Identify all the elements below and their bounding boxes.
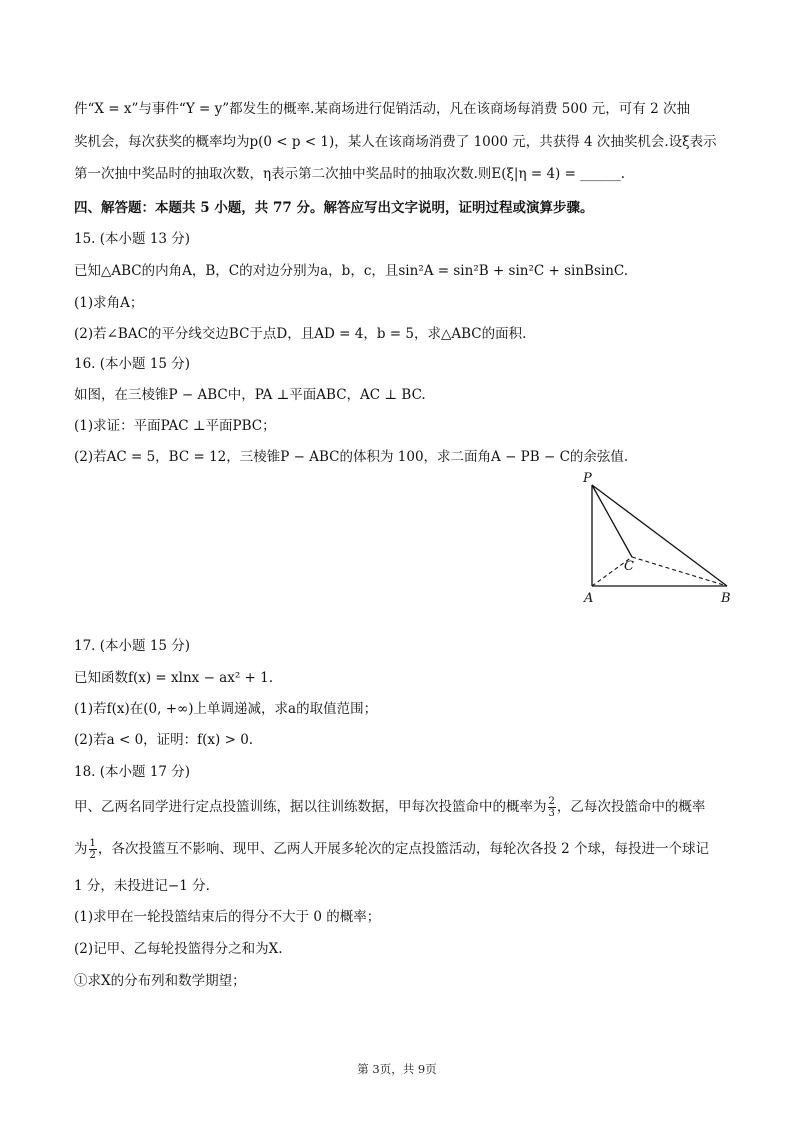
- question-17-part-2: (2)若a < 0，证明：f(x) > 0.: [74, 732, 254, 748]
- question-18-part-2-sub-1: ①求X的分布列和数学期望；: [74, 973, 246, 989]
- tetrahedron-figure: [575, 468, 745, 608]
- question-header-16: 16. (本小题 15 分): [74, 356, 191, 372]
- text-line: 奖机会，每次获奖的概率均为p(0 < p < 1)，某人在该商场消费了 1000 元，共获得 4 次抽奖机会.设ξ表示: [74, 134, 717, 150]
- vertex-label-b: B: [721, 591, 731, 606]
- question-header-17: 17. (本小题 15 分): [74, 638, 191, 654]
- question-18-stem-line-2: [74, 838, 709, 861]
- fraction-one-half: [89, 838, 97, 861]
- text-segment: 为: [74, 841, 88, 857]
- question-17-part-1: (1)若f(x)在(0, +∞)上单调递减，求a的取值范围；: [74, 701, 378, 717]
- fraction-numerator: 2: [548, 796, 555, 807]
- question-16-part-1: (1)求证：平面PAC ⊥平面PBC；: [74, 418, 276, 434]
- text-segment: 甲、乙两名同学进行定点投篮训练，据以往训练数据，甲每次投篮命中的概率为: [74, 799, 547, 815]
- text-segment: ，乙每次投篮命中的概率: [556, 799, 706, 815]
- section-heading: 四、解答题：本题共 5 小题，共 77 分。解答应写出文字说明，证明过程或演算步骤。: [74, 200, 594, 216]
- text-line: 第一次抽中奖品时的抽取次数，η表示第二次抽中奖品时的抽取次数.则E(ξ|η = 4) = ______.: [74, 166, 626, 182]
- question-18-stem-line-3: 1 分，未投进记−1 分.: [74, 878, 210, 894]
- vertex-label-p: P: [583, 471, 592, 486]
- text-segment: ，各次投篮互不影响、现甲、乙两人开展多轮次的定点投篮活动，每轮次各投 2 个球，每投进一个球记: [97, 841, 710, 857]
- question-18-stem-line-1: [74, 796, 705, 819]
- question-18-part-1: (1)求甲在一轮投篮结束后的得分不大于 0 的概率；: [74, 909, 381, 925]
- page-footer: 第 3页，共 9页: [357, 1062, 437, 1076]
- question-16-stem: 如图，在三棱锥P − ABC中，PA ⊥平面ABC，AC ⊥ BC.: [74, 387, 426, 403]
- question-15-part-2: (2)若∠BAC的平分线交边BC于点D，且AD = 4，b = 5，求△ABC的面积.: [74, 326, 527, 342]
- question-header-15: 15. (本小题 13 分): [74, 231, 191, 247]
- question-16-part-2: (2)若AC = 5，BC = 12，三棱锥P − ABC的体积为 100，求二面角A − PB − C的余弦值.: [74, 449, 629, 465]
- text-line: 件“X = x”与事件“Y = y”都发生的概率.某商场进行促销活动，凡在该商场每消费 500 元，可有 2 次抽: [74, 101, 690, 117]
- fraction-denominator: 3: [548, 808, 555, 819]
- question-18-part-2: (2)记甲、乙每轮投篮得分之和为X.: [74, 941, 283, 957]
- vertex-label-c: C: [624, 559, 634, 574]
- question-15-stem: 已知△ABC的内角A，B，C的对边分别为a，b，c，且sin²A = sin²B + sin²C + sinBsinC.: [74, 263, 629, 279]
- fraction-denominator: 2: [89, 850, 96, 861]
- question-17-stem: 已知函数f(x) = xlnx − ax² + 1.: [74, 670, 274, 686]
- fraction-two-thirds: [548, 796, 556, 819]
- question-header-18: 18. (本小题 17 分): [74, 764, 191, 780]
- vertex-label-a: A: [584, 591, 594, 606]
- question-15-part-1: (1)求角A；: [74, 295, 144, 311]
- fraction-numerator: 1: [89, 838, 96, 849]
